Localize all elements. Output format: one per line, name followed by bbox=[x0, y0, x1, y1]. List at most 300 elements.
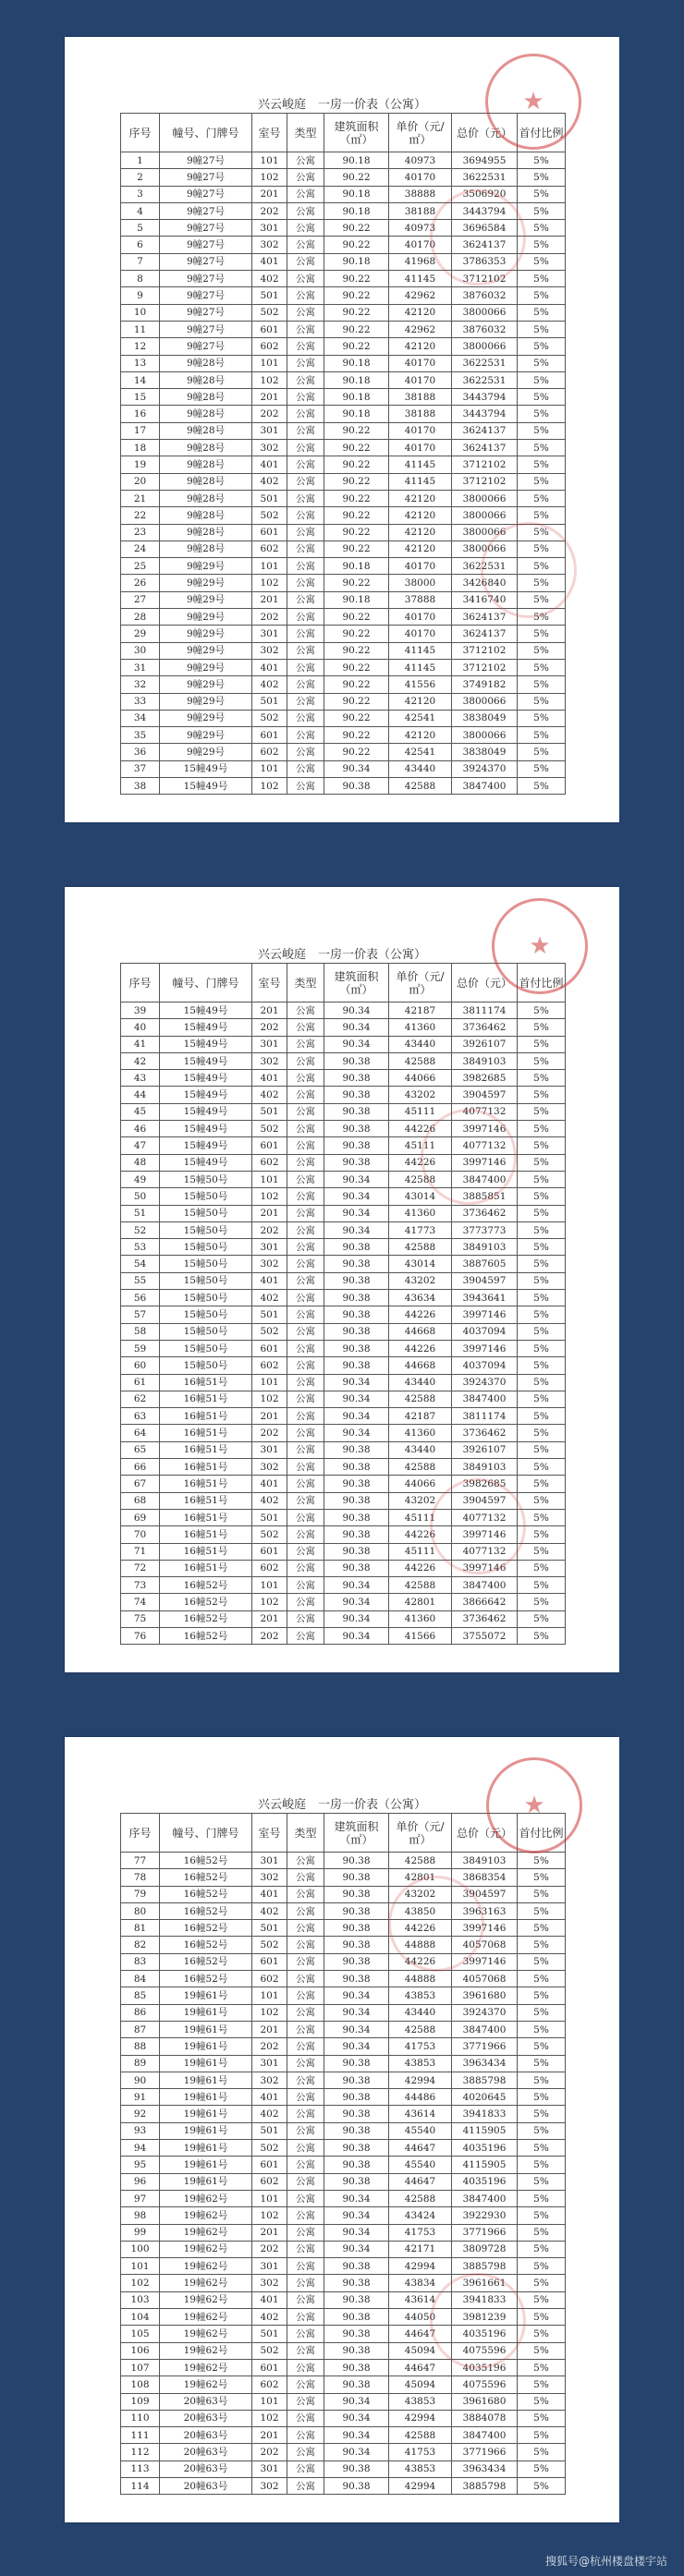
cell-unit-price: 44226 bbox=[389, 1953, 452, 1970]
cell-total-price: 3624137 bbox=[452, 626, 518, 642]
cell-area: 90.34 bbox=[324, 1391, 389, 1407]
cell-index: 72 bbox=[121, 1560, 160, 1576]
cell-room: 102 bbox=[252, 2207, 287, 2224]
cell-total-price: 4077132 bbox=[452, 1103, 518, 1120]
cell-building: 19幢61号 bbox=[160, 1987, 252, 2004]
cell-type: 公寓 bbox=[287, 2291, 324, 2308]
column-header: 首付比例 bbox=[518, 1814, 566, 1853]
table-row bbox=[121, 2477, 566, 2494]
cell-down-payment: 5% bbox=[518, 1272, 566, 1289]
cell-building: 16幢51号 bbox=[160, 1391, 252, 1407]
cell-unit-price: 41145 bbox=[389, 271, 452, 287]
cell-index: 55 bbox=[121, 1272, 160, 1289]
cell-type: 公寓 bbox=[287, 2021, 324, 2037]
cell-building: 19幢62号 bbox=[160, 2309, 252, 2326]
cell-down-payment: 5% bbox=[518, 202, 566, 219]
cell-down-payment: 5% bbox=[518, 1526, 566, 1543]
cell-area: 90.34 bbox=[324, 1594, 389, 1610]
cell-index: 6 bbox=[121, 237, 160, 253]
cell-total-price: 3941833 bbox=[452, 2106, 518, 2122]
table-row bbox=[121, 1543, 566, 1560]
cell-building: 15幢49号 bbox=[160, 1019, 252, 1036]
cell-type: 公寓 bbox=[287, 1937, 324, 1953]
cell-area: 90.38 bbox=[324, 1103, 389, 1120]
column-header: 室号 bbox=[252, 964, 287, 1002]
cell-total-price: 3997146 bbox=[452, 1526, 518, 1543]
cell-type: 公寓 bbox=[287, 659, 324, 675]
cell-area: 90.38 bbox=[324, 1902, 389, 1919]
cell-building: 15幢49号 bbox=[160, 1002, 252, 1019]
cell-total-price: 4035196 bbox=[452, 2326, 518, 2342]
cell-building: 15幢49号 bbox=[160, 1137, 252, 1154]
cell-down-payment: 5% bbox=[518, 2055, 566, 2072]
table-row bbox=[121, 456, 566, 473]
cell-room: 301 bbox=[252, 2461, 287, 2477]
cell-index: 5 bbox=[121, 220, 160, 237]
table-header-row bbox=[121, 114, 566, 152]
cell-area: 90.22 bbox=[324, 220, 389, 237]
cell-area: 90.34 bbox=[324, 2190, 389, 2206]
cell-total-price: 3982685 bbox=[452, 1070, 518, 1087]
cell-unit-price: 40973 bbox=[389, 220, 452, 237]
table-row bbox=[121, 2021, 566, 2037]
table-row bbox=[121, 1323, 566, 1340]
cell-total-price: 4037094 bbox=[452, 1323, 518, 1340]
cell-unit-price: 44888 bbox=[389, 1937, 452, 1953]
cell-unit-price: 44647 bbox=[389, 2326, 452, 2342]
cell-room: 501 bbox=[252, 1920, 287, 1937]
cell-type: 公寓 bbox=[287, 1340, 324, 1356]
cell-building: 16幢52号 bbox=[160, 1627, 252, 1644]
cell-room: 502 bbox=[252, 1937, 287, 1953]
table-row bbox=[121, 2140, 566, 2157]
cell-total-price: 3997146 bbox=[452, 1920, 518, 1937]
cell-index: 102 bbox=[121, 2275, 160, 2291]
cell-index: 93 bbox=[121, 2122, 160, 2139]
cell-type: 公寓 bbox=[287, 609, 324, 626]
cell-index: 80 bbox=[121, 1902, 160, 1919]
cell-area: 90.22 bbox=[324, 237, 389, 253]
cell-total-price: 3771966 bbox=[452, 2038, 518, 2055]
cell-unit-price: 42588 bbox=[389, 2427, 452, 2444]
cell-unit-price: 41968 bbox=[389, 253, 452, 270]
cell-area: 90.38 bbox=[324, 2326, 389, 2342]
cell-room: 601 bbox=[252, 2157, 287, 2173]
table-row bbox=[121, 1272, 566, 1289]
cell-room: 201 bbox=[252, 1408, 287, 1425]
cell-total-price: 3847400 bbox=[452, 2190, 518, 2206]
cell-type: 公寓 bbox=[287, 1019, 324, 1036]
cell-area: 90.34 bbox=[324, 2004, 389, 2021]
cell-unit-price: 41753 bbox=[389, 2224, 452, 2241]
cell-total-price: 3712102 bbox=[452, 271, 518, 287]
table-row bbox=[121, 1374, 566, 1391]
cell-type: 公寓 bbox=[287, 2393, 324, 2410]
cell-room: 501 bbox=[252, 1306, 287, 1323]
cell-building: 9幢29号 bbox=[160, 659, 252, 675]
cell-building: 15幢49号 bbox=[160, 760, 252, 777]
cell-index: 29 bbox=[121, 626, 160, 642]
column-header: 序号 bbox=[121, 114, 160, 152]
cell-total-price: 3771966 bbox=[452, 2224, 518, 2241]
cell-down-payment: 5% bbox=[518, 473, 566, 490]
cell-down-payment: 5% bbox=[518, 1425, 566, 1441]
cell-building: 9幢29号 bbox=[160, 626, 252, 642]
cell-area: 90.38 bbox=[324, 1937, 389, 1953]
cell-room: 201 bbox=[252, 1205, 287, 1221]
cell-unit-price: 43440 bbox=[389, 1441, 452, 1458]
cell-building: 15幢50号 bbox=[160, 1323, 252, 1340]
table-row bbox=[121, 1221, 566, 1238]
cell-room: 402 bbox=[252, 473, 287, 490]
cell-type: 公寓 bbox=[287, 1610, 324, 1627]
table-row bbox=[121, 1103, 566, 1120]
cell-index: 45 bbox=[121, 1103, 160, 1120]
cell-room: 101 bbox=[252, 355, 287, 371]
cell-down-payment: 5% bbox=[518, 1205, 566, 1221]
cell-total-price: 4020645 bbox=[452, 2089, 518, 2106]
cell-type: 公寓 bbox=[287, 1920, 324, 1937]
cell-area: 90.22 bbox=[324, 321, 389, 337]
cell-room: 502 bbox=[252, 1526, 287, 1543]
cell-building: 9幢27号 bbox=[160, 220, 252, 237]
cell-type: 公寓 bbox=[287, 626, 324, 642]
cell-room: 301 bbox=[252, 626, 287, 642]
cell-down-payment: 5% bbox=[518, 186, 566, 202]
cell-building: 16幢52号 bbox=[160, 1886, 252, 1902]
cell-room: 102 bbox=[252, 2410, 287, 2426]
cell-area: 90.34 bbox=[324, 1036, 389, 1052]
cell-area: 90.38 bbox=[324, 2275, 389, 2291]
cell-type: 公寓 bbox=[287, 1408, 324, 1425]
cell-total-price: 3416740 bbox=[452, 591, 518, 608]
cell-unit-price: 43440 bbox=[389, 1036, 452, 1052]
cell-unit-price: 44226 bbox=[389, 1340, 452, 1356]
cell-area: 90.34 bbox=[324, 2393, 389, 2410]
table-header-row bbox=[121, 1814, 566, 1853]
cell-total-price: 3885798 bbox=[452, 2258, 518, 2275]
cell-room: 601 bbox=[252, 321, 287, 337]
cell-down-payment: 5% bbox=[518, 2224, 566, 2241]
cell-area: 90.18 bbox=[324, 355, 389, 371]
table-row bbox=[121, 1052, 566, 1069]
cell-area: 90.22 bbox=[324, 642, 389, 659]
cell-unit-price: 42962 bbox=[389, 287, 452, 304]
table-row bbox=[121, 2004, 566, 2021]
table-row bbox=[121, 152, 566, 169]
cell-room: 102 bbox=[252, 371, 287, 388]
cell-room: 302 bbox=[252, 642, 287, 659]
cell-room: 201 bbox=[252, 389, 287, 406]
cell-index: 20 bbox=[121, 473, 160, 490]
cell-type: 公寓 bbox=[287, 271, 324, 287]
column-header: 建筑面积（㎡） bbox=[324, 114, 389, 152]
cell-total-price: 3506920 bbox=[452, 186, 518, 202]
table-row bbox=[121, 321, 566, 337]
table-row bbox=[121, 524, 566, 541]
table-row bbox=[121, 338, 566, 355]
table-row bbox=[121, 2224, 566, 2241]
table-row bbox=[121, 2326, 566, 2342]
cell-building: 9幢28号 bbox=[160, 422, 252, 439]
cell-building: 15幢50号 bbox=[160, 1171, 252, 1187]
cell-building: 16幢52号 bbox=[160, 1971, 252, 1987]
table-row bbox=[121, 2342, 566, 2359]
cell-room: 601 bbox=[252, 1543, 287, 1560]
table-row bbox=[121, 2207, 566, 2224]
cell-area: 90.38 bbox=[324, 1560, 389, 1576]
cell-room: 402 bbox=[252, 2309, 287, 2326]
cell-building: 15幢50号 bbox=[160, 1290, 252, 1306]
cell-index: 14 bbox=[121, 371, 160, 388]
cell-building: 20幢63号 bbox=[160, 2410, 252, 2426]
cell-room: 602 bbox=[252, 744, 287, 760]
cell-unit-price: 42994 bbox=[389, 2258, 452, 2275]
table-row bbox=[121, 777, 566, 794]
table-row bbox=[121, 422, 566, 439]
table-row bbox=[121, 271, 566, 287]
cell-area: 90.22 bbox=[324, 473, 389, 490]
cell-room: 301 bbox=[252, 422, 287, 439]
cell-area: 90.38 bbox=[324, 1853, 389, 1869]
cell-down-payment: 5% bbox=[518, 2190, 566, 2206]
cell-total-price: 3963434 bbox=[452, 2461, 518, 2477]
cell-area: 90.34 bbox=[324, 2021, 389, 2037]
cell-down-payment: 5% bbox=[518, 659, 566, 675]
cell-unit-price: 42171 bbox=[389, 2241, 452, 2257]
cell-room: 102 bbox=[252, 2004, 287, 2021]
cell-area: 90.22 bbox=[324, 541, 389, 557]
cell-down-payment: 5% bbox=[518, 1188, 566, 1205]
cell-unit-price: 41360 bbox=[389, 1019, 452, 1036]
cell-room: 401 bbox=[252, 1476, 287, 1492]
cell-unit-price: 43440 bbox=[389, 1374, 452, 1391]
cell-index: 10 bbox=[121, 304, 160, 321]
cell-building: 9幢28号 bbox=[160, 355, 252, 371]
cell-type: 公寓 bbox=[287, 591, 324, 608]
cell-down-payment: 5% bbox=[518, 1256, 566, 1272]
cell-area: 90.34 bbox=[324, 760, 389, 777]
cell-index: 83 bbox=[121, 1953, 160, 1970]
cell-unit-price: 42801 bbox=[389, 1594, 452, 1610]
table-row bbox=[121, 1205, 566, 1221]
cell-index: 101 bbox=[121, 2258, 160, 2275]
cell-total-price: 3904597 bbox=[452, 1087, 518, 1103]
cell-index: 50 bbox=[121, 1188, 160, 1205]
cell-unit-price: 42994 bbox=[389, 2072, 452, 2088]
table-row bbox=[121, 1459, 566, 1476]
table-row bbox=[121, 253, 566, 270]
cell-building: 16幢52号 bbox=[160, 1902, 252, 1919]
table-row bbox=[121, 287, 566, 304]
cell-type: 公寓 bbox=[287, 1137, 324, 1154]
cell-type: 公寓 bbox=[287, 169, 324, 186]
cell-unit-price: 44668 bbox=[389, 1357, 452, 1374]
cell-index: 94 bbox=[121, 2140, 160, 2157]
cell-unit-price: 43424 bbox=[389, 2207, 452, 2224]
cell-type: 公寓 bbox=[287, 1869, 324, 1886]
cell-building: 19幢62号 bbox=[160, 2258, 252, 2275]
cell-type: 公寓 bbox=[287, 1459, 324, 1476]
cell-area: 90.38 bbox=[324, 2342, 389, 2359]
cell-down-payment: 5% bbox=[518, 321, 566, 337]
cell-room: 602 bbox=[252, 1971, 287, 1987]
column-header: 总价（元） bbox=[452, 114, 518, 152]
table-row bbox=[121, 220, 566, 237]
cell-building: 9幢27号 bbox=[160, 338, 252, 355]
price-table bbox=[120, 963, 566, 1645]
cell-building: 15幢49号 bbox=[160, 1036, 252, 1052]
cell-room: 101 bbox=[252, 2190, 287, 2206]
cell-down-payment: 5% bbox=[518, 1036, 566, 1052]
cell-building: 9幢27号 bbox=[160, 202, 252, 219]
cell-type: 公寓 bbox=[287, 2157, 324, 2173]
cell-type: 公寓 bbox=[287, 1526, 324, 1543]
cell-unit-price: 40973 bbox=[389, 152, 452, 169]
cell-unit-price: 43834 bbox=[389, 2275, 452, 2291]
cell-index: 98 bbox=[121, 2207, 160, 2224]
cell-building: 19幢61号 bbox=[160, 2106, 252, 2122]
cell-unit-price: 43440 bbox=[389, 760, 452, 777]
cell-building: 15幢50号 bbox=[160, 1221, 252, 1238]
table-row bbox=[121, 1920, 566, 1937]
cell-down-payment: 5% bbox=[518, 1306, 566, 1323]
cell-total-price: 3838049 bbox=[452, 710, 518, 726]
cell-unit-price: 43614 bbox=[389, 2106, 452, 2122]
cell-building: 9幢28号 bbox=[160, 473, 252, 490]
cell-building: 9幢29号 bbox=[160, 609, 252, 626]
cell-type: 公寓 bbox=[287, 2190, 324, 2206]
cell-down-payment: 5% bbox=[518, 1886, 566, 1902]
cell-area: 90.22 bbox=[324, 524, 389, 541]
cell-down-payment: 5% bbox=[518, 1374, 566, 1391]
cell-down-payment: 5% bbox=[518, 524, 566, 541]
cell-building: 19幢62号 bbox=[160, 2376, 252, 2393]
cell-total-price: 3941833 bbox=[452, 2291, 518, 2308]
table-row bbox=[121, 2072, 566, 2088]
cell-index: 4 bbox=[121, 202, 160, 219]
cell-index: 36 bbox=[121, 744, 160, 760]
cell-area: 90.38 bbox=[324, 2140, 389, 2157]
cell-area: 90.38 bbox=[324, 2055, 389, 2072]
cell-type: 公寓 bbox=[287, 1577, 324, 1594]
cell-room: 101 bbox=[252, 1577, 287, 1594]
cell-area: 90.18 bbox=[324, 406, 389, 422]
cell-room: 101 bbox=[252, 152, 287, 169]
cell-total-price: 3800066 bbox=[452, 338, 518, 355]
cell-room: 201 bbox=[252, 2224, 287, 2241]
cell-room: 602 bbox=[252, 2173, 287, 2190]
cell-index: 30 bbox=[121, 642, 160, 659]
cell-down-payment: 5% bbox=[518, 676, 566, 693]
cell-index: 74 bbox=[121, 1594, 160, 1610]
cell-index: 7 bbox=[121, 253, 160, 270]
cell-down-payment: 5% bbox=[518, 2461, 566, 2477]
cell-index: 76 bbox=[121, 1627, 160, 1644]
cell-unit-price: 44647 bbox=[389, 2359, 452, 2376]
cell-total-price: 3924370 bbox=[452, 760, 518, 777]
cell-index: 39 bbox=[121, 1002, 160, 1019]
cell-unit-price: 41566 bbox=[389, 1627, 452, 1644]
cell-building: 9幢27号 bbox=[160, 237, 252, 253]
cell-area: 90.38 bbox=[324, 1087, 389, 1103]
table-row bbox=[121, 1002, 566, 1019]
cell-building: 15幢49号 bbox=[160, 1103, 252, 1120]
cell-area: 90.38 bbox=[324, 1340, 389, 1356]
cell-index: 86 bbox=[121, 2004, 160, 2021]
cell-unit-price: 43853 bbox=[389, 1987, 452, 2004]
cell-type: 公寓 bbox=[287, 2477, 324, 2494]
cell-building: 16幢51号 bbox=[160, 1560, 252, 1576]
cell-index: 66 bbox=[121, 1459, 160, 1476]
sheet-title: 兴云峻庭 一房一价表（公寓） bbox=[257, 948, 426, 962]
cell-down-payment: 5% bbox=[518, 2072, 566, 2088]
cell-index: 28 bbox=[121, 609, 160, 626]
cell-unit-price: 37888 bbox=[389, 591, 452, 608]
cell-index: 21 bbox=[121, 490, 160, 506]
cell-area: 90.22 bbox=[324, 271, 389, 287]
cell-total-price: 3622531 bbox=[452, 558, 518, 575]
cell-type: 公寓 bbox=[287, 1953, 324, 1970]
cell-building: 15幢50号 bbox=[160, 1188, 252, 1205]
cell-total-price: 4077132 bbox=[452, 1543, 518, 1560]
table-row bbox=[121, 1256, 566, 1272]
cell-area: 90.38 bbox=[324, 2376, 389, 2393]
cell-type: 公寓 bbox=[287, 389, 324, 406]
cell-area: 90.38 bbox=[324, 1971, 389, 1987]
cell-room: 102 bbox=[252, 1594, 287, 1610]
cell-total-price: 3924370 bbox=[452, 1374, 518, 1391]
cell-index: 71 bbox=[121, 1543, 160, 1560]
cell-type: 公寓 bbox=[287, 2140, 324, 2157]
cell-unit-price: 42962 bbox=[389, 321, 452, 337]
cell-unit-price: 45094 bbox=[389, 2376, 452, 2393]
cell-index: 35 bbox=[121, 727, 160, 744]
cell-total-price: 3885851 bbox=[452, 1188, 518, 1205]
cell-index: 77 bbox=[121, 1853, 160, 1869]
cell-index: 61 bbox=[121, 1374, 160, 1391]
cell-down-payment: 5% bbox=[518, 389, 566, 406]
cell-index: 44 bbox=[121, 1087, 160, 1103]
cell-down-payment: 5% bbox=[518, 2275, 566, 2291]
cell-unit-price: 43853 bbox=[389, 2393, 452, 2410]
cell-room: 201 bbox=[252, 2021, 287, 2037]
cell-room: 202 bbox=[252, 1019, 287, 1036]
cell-unit-price: 43853 bbox=[389, 2461, 452, 2477]
source-watermark: 搜狐号@杭州楼盘楼宇站 bbox=[544, 2555, 667, 2568]
table-row bbox=[121, 1987, 566, 2004]
cell-index: 105 bbox=[121, 2326, 160, 2342]
cell-building: 16幢52号 bbox=[160, 1953, 252, 1970]
cell-building: 20幢63号 bbox=[160, 2444, 252, 2461]
table-row bbox=[121, 2173, 566, 2190]
cell-room: 401 bbox=[252, 1272, 287, 1289]
cell-index: 111 bbox=[121, 2427, 160, 2444]
cell-unit-price: 42588 bbox=[389, 1577, 452, 1594]
cell-building: 9幢29号 bbox=[160, 744, 252, 760]
cell-down-payment: 5% bbox=[518, 2140, 566, 2157]
table-row bbox=[121, 406, 566, 422]
cell-type: 公寓 bbox=[287, 1323, 324, 1340]
cell-type: 公寓 bbox=[287, 777, 324, 794]
cell-area: 90.38 bbox=[324, 2258, 389, 2275]
cell-down-payment: 5% bbox=[518, 1408, 566, 1425]
cell-type: 公寓 bbox=[287, 2444, 324, 2461]
cell-type: 公寓 bbox=[287, 1171, 324, 1187]
cell-index: 67 bbox=[121, 1476, 160, 1492]
cell-room: 401 bbox=[252, 1070, 287, 1087]
cell-area: 90.34 bbox=[324, 1002, 389, 1019]
